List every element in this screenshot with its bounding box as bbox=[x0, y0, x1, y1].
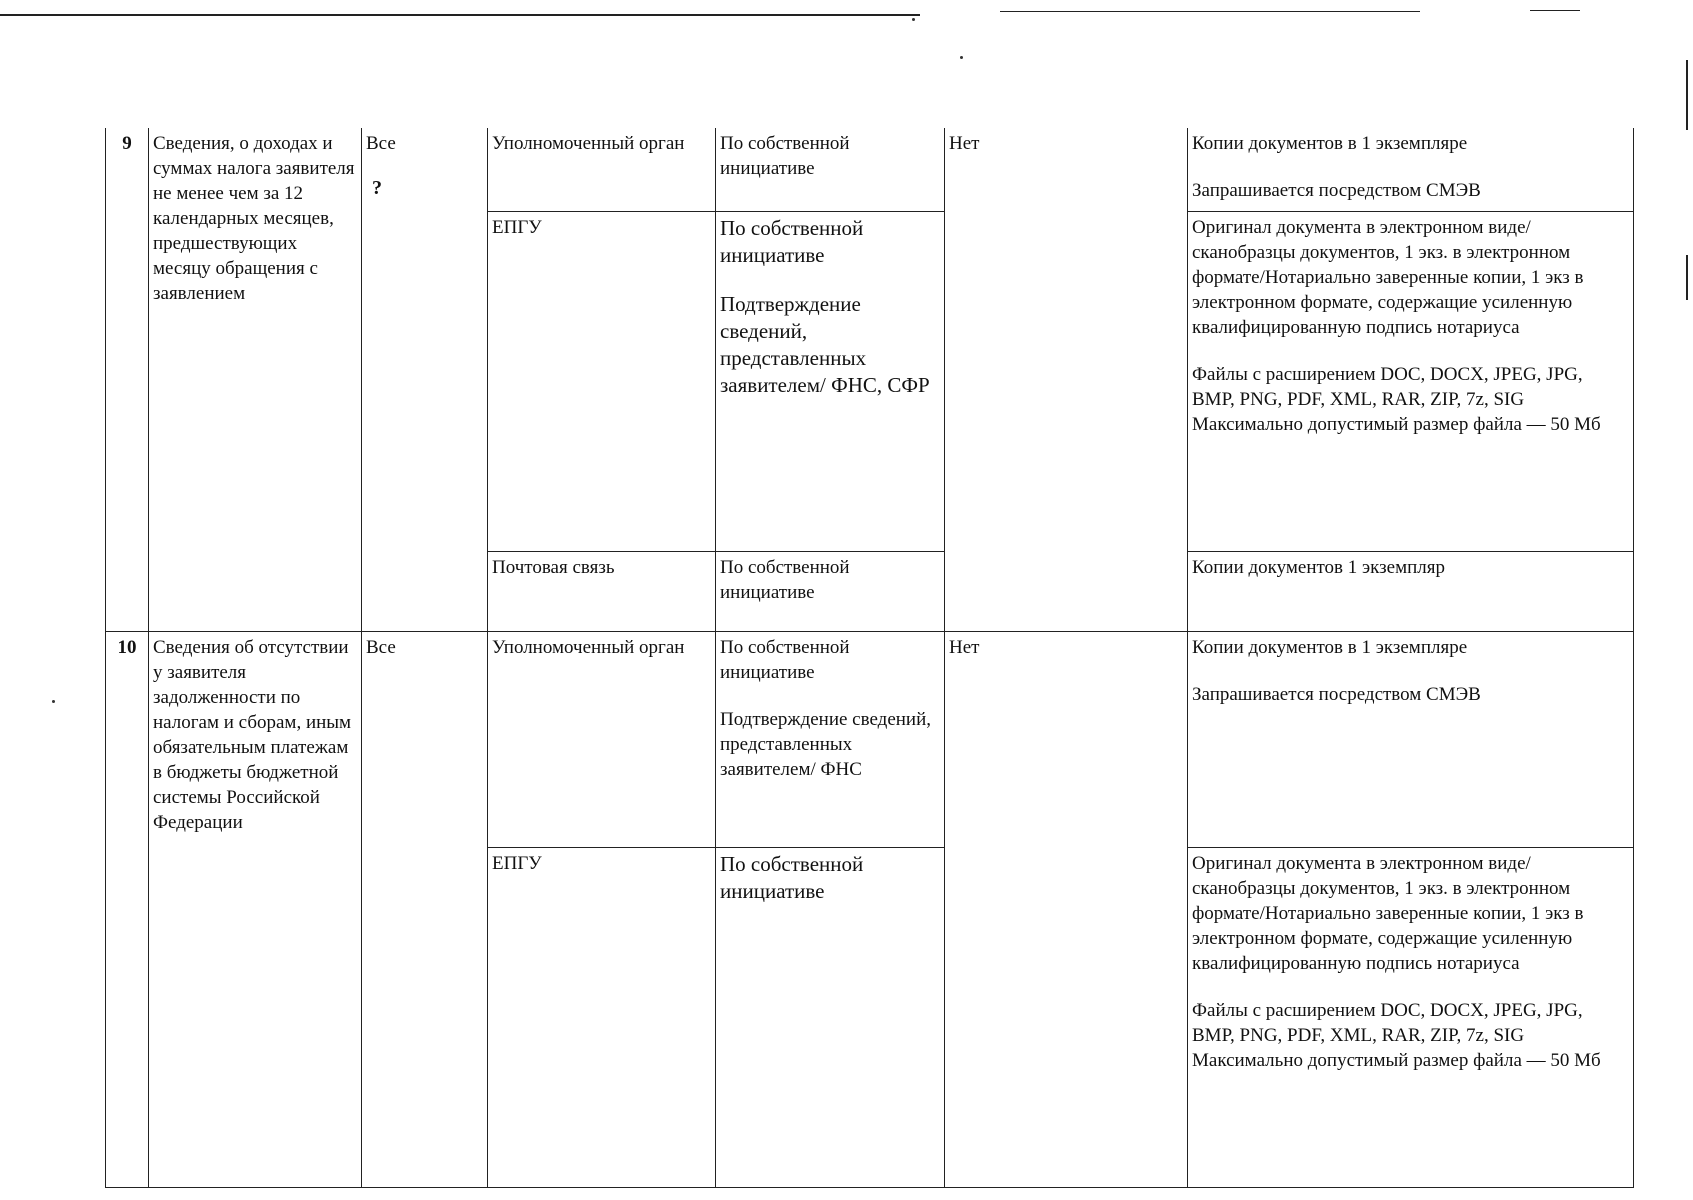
submission-channel: Почтовая связь bbox=[488, 551, 716, 631]
submission-basis bbox=[716, 128, 945, 211]
document-form bbox=[1188, 211, 1634, 551]
document-form-text: Оригинал документа в электронном виде/ сканобразцы документов, 1 экз. в электронном формате/Нотариально заверенные копии, 1 экз в электронном формате, содержащие усиленную квалифицированную подпись нотариуса bbox=[1192, 216, 1584, 338]
submission-channel: Уполномоченный орган bbox=[488, 631, 716, 847]
table-row bbox=[106, 128, 1634, 211]
row-number: 9 bbox=[106, 128, 149, 631]
submission-basis-text: По собственной инициативе bbox=[720, 215, 864, 267]
right-edge-mark-2 bbox=[1686, 255, 1688, 300]
submission-basis-note: Подтверждение сведений, представленных заявителем/ ФНС bbox=[720, 708, 932, 780]
applicant-category: Все bbox=[362, 631, 488, 1187]
top-scan-line bbox=[0, 14, 920, 16]
submission-basis: По собственной инициативе bbox=[716, 847, 945, 1187]
document-form-text: Оригинал документа в электронном виде/ сканобразцы документов, 1 экз. в электронном формате/Нотариально заверенные копии, 1 экз в электронном формате, содержащие усиленную квалифицированную подпись нотариуса bbox=[1192, 852, 1584, 974]
document-form-note: Запрашивается посредством СМЭВ bbox=[1192, 180, 1481, 201]
document-name bbox=[149, 128, 362, 631]
tax-flag: Нет bbox=[945, 631, 1188, 1187]
submission-channel: Уполномоченный орган bbox=[488, 128, 716, 211]
scan-speck bbox=[960, 56, 963, 59]
submission-basis-text: По собственной инициативе bbox=[720, 133, 850, 179]
document-form-note: Файлы с расширением DOC, DOCX, JPEG, JPG, BMP, PNG, PDF, XML, RAR, ZIP, 7z, SIG Максимально допустимый размер файла — 50 Мб bbox=[1192, 363, 1601, 435]
applicant-category-text: Все bbox=[366, 133, 396, 154]
top-scan-line-right bbox=[1000, 11, 1420, 12]
submission-basis-note: Подтверждение сведений, представленных заявителем/ ФНС, СФР bbox=[720, 291, 930, 397]
submission-basis: По собственной инициативе bbox=[716, 551, 945, 631]
document-form: Копии документов 1 экземпляр bbox=[1188, 551, 1634, 631]
tax-flag: Нет bbox=[945, 128, 1188, 631]
document-form-text: Копии документов в 1 экземпляре bbox=[1192, 636, 1468, 658]
top-scan-line-far-right bbox=[1530, 10, 1580, 11]
table-row bbox=[106, 631, 1634, 847]
document-form-text: Копии документов в 1 экземпляре bbox=[1192, 133, 1468, 154]
document-form bbox=[1188, 631, 1634, 847]
submission-channel: ЕПГУ bbox=[488, 211, 716, 551]
submission-channel: ЕПГУ bbox=[488, 847, 716, 1187]
document-form bbox=[1188, 847, 1634, 1187]
submission-basis bbox=[716, 631, 945, 847]
submission-basis bbox=[716, 211, 945, 551]
document-form-note: Запрашивается посредством СМЭВ bbox=[1192, 683, 1481, 705]
scan-speck bbox=[52, 700, 55, 703]
right-edge-mark bbox=[1686, 60, 1688, 130]
handwritten-mark: ? bbox=[372, 177, 382, 199]
document-form-note: Файлы с расширением DOC, DOCX, JPEG, JPG, BMP, PNG, PDF, XML, RAR, ZIP, 7z, SIG Максимально допустимый размер файла — 50 Мб bbox=[1192, 999, 1601, 1071]
document-name-text: Сведения, о доходах и суммах налога заявителя не менее чем за 12 календарных месяцев, предшествующих месяцу обращения с заявлением bbox=[153, 133, 355, 304]
scan-speck bbox=[912, 18, 915, 21]
row-number: 10 bbox=[106, 631, 149, 1187]
applicant-category bbox=[362, 128, 488, 631]
requirements-table bbox=[105, 128, 1634, 1188]
document-name: Сведения об отсутствии у заявителя задолженности по налогам и сборам, иным обязательным платежам в бюджеты бюджетной системы Российской Федерации bbox=[149, 631, 362, 1187]
document-form bbox=[1188, 128, 1634, 211]
submission-basis-text: По собственной инициативе bbox=[720, 636, 850, 683]
